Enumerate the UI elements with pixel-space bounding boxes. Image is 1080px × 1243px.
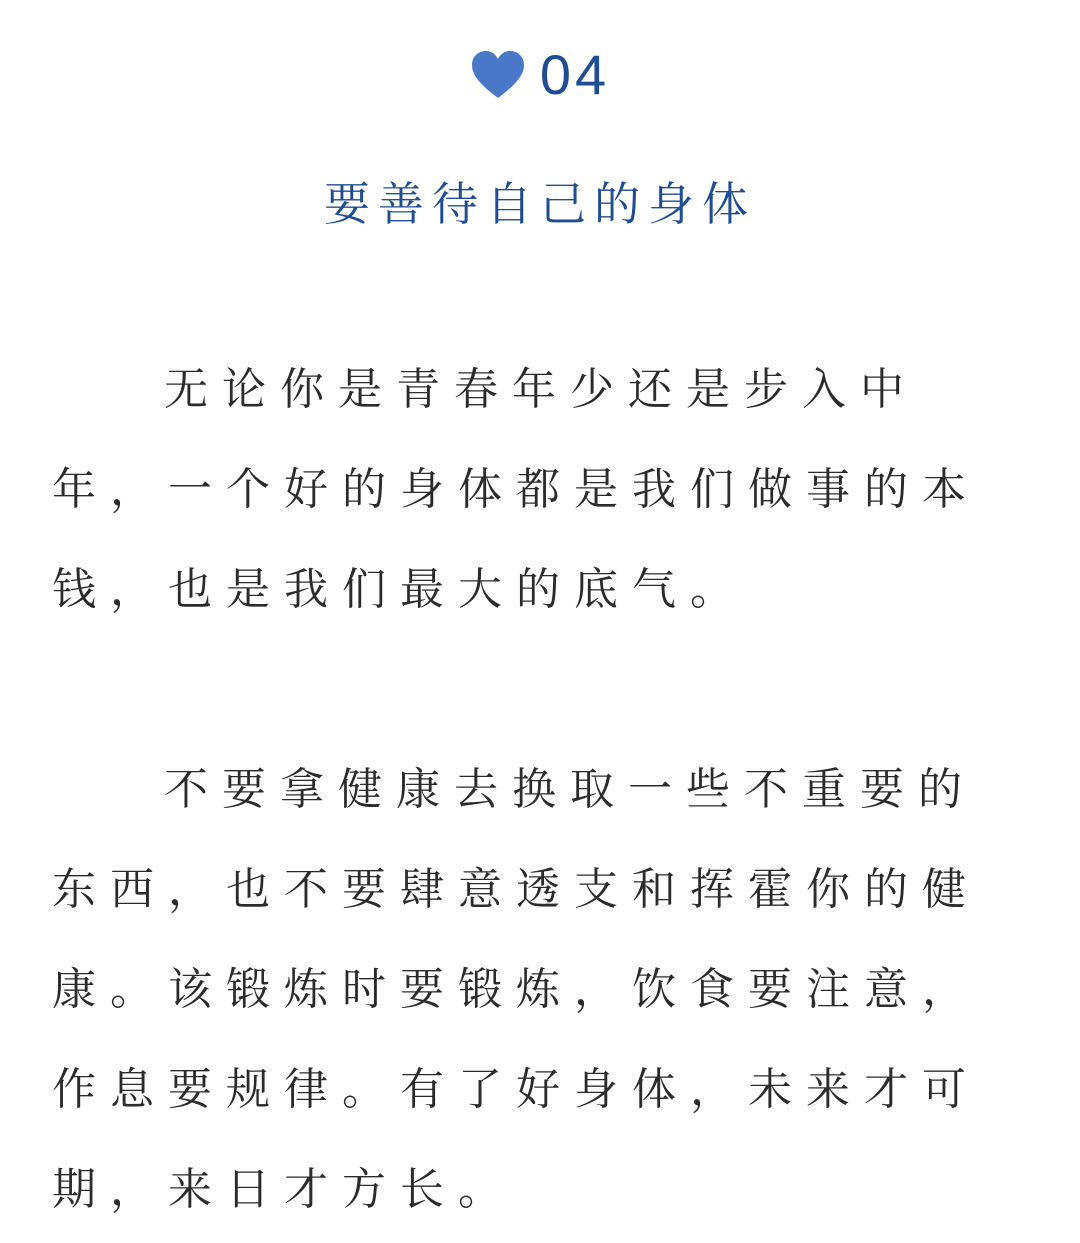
paragraph-1	[52, 340, 1032, 640]
paragraph-2-text: 不要拿健康去换取一些不重要的东西，也不要肆意透支和挥霍你的健康。该锻炼时要锻炼，饮食要注意，作息要规律。有了好身体，未来才可期，来日才方长。	[52, 764, 980, 1215]
section-title: 要善待自己的身体	[324, 177, 756, 231]
heart-icon	[470, 50, 526, 100]
paragraph-2	[52, 740, 1032, 1240]
section-number: 04	[539, 43, 611, 106]
paragraph-1-text: 无论你是青春年少还是步入中年，一个好的身体都是我们做事的本钱，也是我们最大的底气。	[52, 364, 980, 615]
section-header	[0, 40, 1080, 110]
